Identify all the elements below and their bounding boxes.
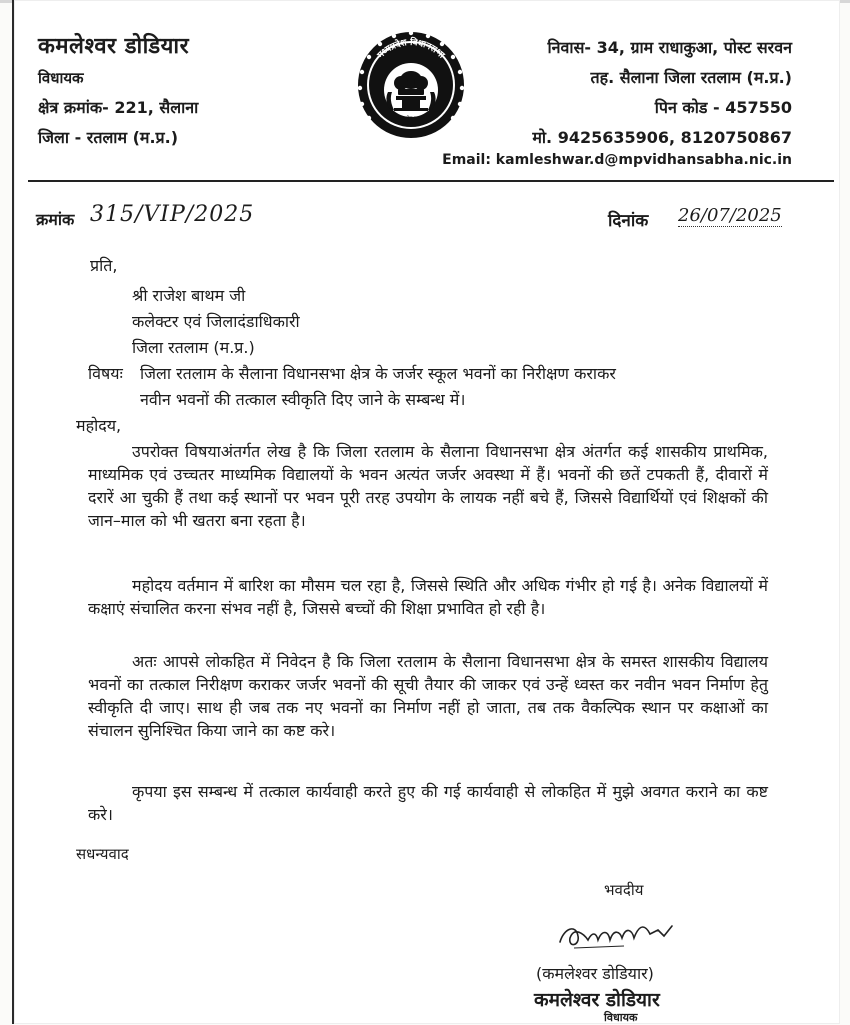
- letter-page: [12, 0, 840, 1024]
- body-paragraph-4: कृपया इस सम्बन्ध में तत्काल कार्यवाही करते हुए की गई कार्यवाही से लोकहित में मुझे अवगत कराने का कष्ट करे।: [88, 782, 768, 824]
- thanks-text: सधन्यवाद: [76, 845, 129, 863]
- yours-faithfully: भवदीय: [604, 881, 644, 899]
- recipient-designation: कलेक्टर एवं जिलादंडाधिकारी: [132, 312, 300, 331]
- mobile-numbers: मो. 9425635906, 8120750867: [532, 128, 792, 147]
- address-line-1: निवास- 34, ग्राम राधाकुआ, पोस्ट सरवन: [547, 38, 792, 57]
- pin-code: पिन कोड - 457550: [654, 98, 792, 117]
- date-label: दिनांक: [608, 211, 649, 231]
- header-divider: [28, 180, 834, 182]
- recipient-district: जिला रतलाम (म.प्र.): [132, 338, 255, 357]
- vidhan-sabha-seal-icon: [356, 30, 466, 140]
- to-label: प्रति,: [90, 256, 118, 275]
- sender-title: विधायक: [38, 69, 84, 87]
- signatory-name-bracket: (कमलेश्वर डोडियार): [536, 964, 654, 983]
- sender-constituency: क्षेत्र क्रमांक- 221, सैलाना: [38, 98, 199, 117]
- signatory-title: विधायक: [604, 1011, 638, 1024]
- sender-district: जिला - रतलाम (म.प्र.): [38, 128, 179, 147]
- body-paragraph-2: महोदय वर्तमान में बारिश का मौसम चल रहा है, जिससे स्थिति और अधिक गंभीर हो गई है। अनेक विद्यालयों में कक्षाएं संचालित करना संभव नहीं है, जिससे बच्चों की शिक्षा प्रभावित हो रही है।: [88, 576, 768, 618]
- email-address: Email: kamleshwar.d@mpvidhansabha.nic.in: [442, 152, 792, 168]
- signatory-name-bold: कमलेश्वर डोडियार: [534, 989, 660, 1011]
- subject-line-2: नवीन भवनों की तत्काल स्वीकृति दिए जाने के सम्बन्ध में।: [140, 390, 466, 409]
- salutation: महोदय,: [76, 416, 122, 435]
- seal-motto: सत्यमेव जयते: [397, 116, 425, 122]
- body-paragraph-3: अतः आपसे लोकहित में निवेदन है कि जिला रतलाम के सैलाना विधानसभा क्षेत्र के समस्त शासकीय विद्यालय भवनों का तत्काल निरीक्षण कराकर जर्जर भवनों की सूची तैयार की जाकर एवं उन्हें ध्वस्त कर नवीन भवन निर्माण हेतु स्वीकृति दी जाए। साथ ही जब तक नए भवनों का निर्माण नहीं हो जाता, तब तक वैकल्पिक स्थान पर कक्षाओं का संचालन सुनिश्चित किया जाने का कष्ट करे।: [88, 652, 768, 740]
- seal-text: मध्यप्रदेश विधानसभा: [375, 37, 447, 61]
- date-handwritten: 26/07/2025: [678, 205, 782, 226]
- signature-icon: [554, 912, 684, 956]
- sender-name: कमलेश्वर डोडियार: [38, 34, 190, 59]
- subject-label: विषयः: [88, 364, 123, 383]
- recipient-name: श्री राजेश बाथम जी: [132, 286, 246, 305]
- body-paragraph-1: उपरोक्त विषयाअंतर्गत लेख है कि जिला रतलाम के सैलाना विधानसभा क्षेत्र अंतर्गत कई शासकीय प्राथमिक, माध्यमिक एवं उच्चतर माध्यमिक विद्यालयों के भवन अत्यंत जर्जर अवस्था में हैं। भवनों की छतें टपकती हैं, दीवारों में दरारें आ चुकी हैं तथा कई स्थानों पर भवन पूरी तरह उपयोग के लायक नहीं बचे हैं, जिससे विद्यार्थियों एवं शिक्षकों की जान–माल को भी खतरा बना रहता है।: [88, 442, 768, 530]
- ref-number-handwritten: 315/VIP/2025: [90, 202, 255, 227]
- subject-line-1: जिला रतलाम के सैलाना विधानसभा क्षेत्र के जर्जर स्कूल भवनों का निरीक्षण कराकर: [140, 364, 616, 383]
- address-line-2: तह. सैलाना जिला रतलाम (म.प्र.): [590, 68, 792, 87]
- ref-label: क्रमांक: [36, 210, 75, 229]
